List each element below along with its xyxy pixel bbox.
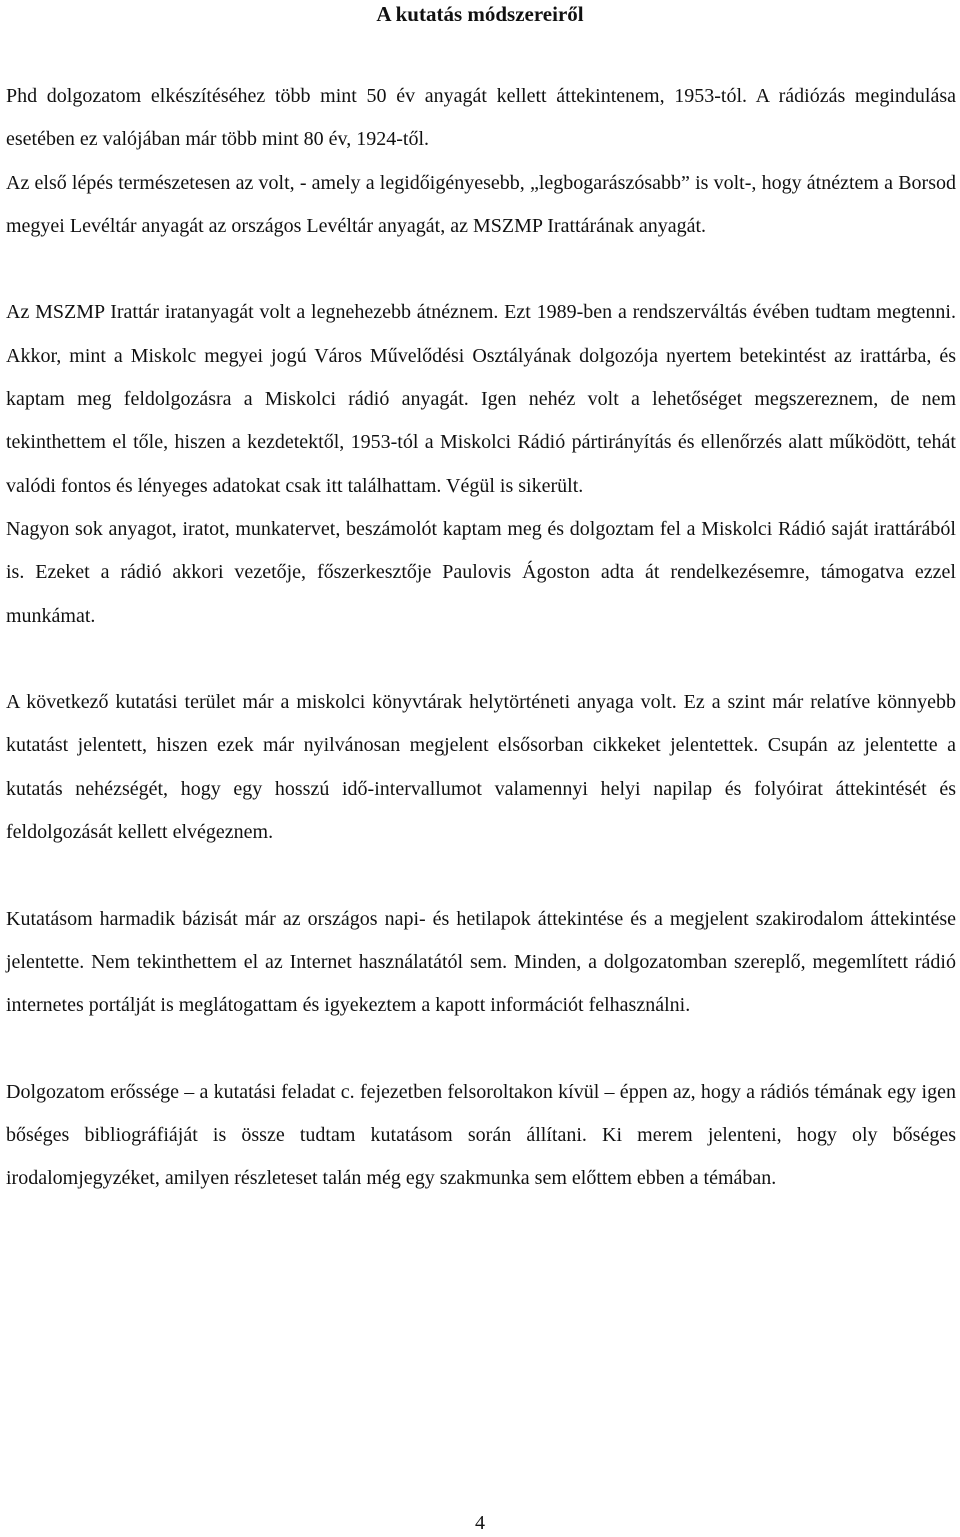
page-number: 4: [475, 1512, 485, 1534]
paragraph-first-step: Az első lépés természetesen az volt, - amely a legidőigényesebb, „legbogarászósabb” is volt-, hogy átnéztem a Borsod megyei Levéltár anyagát az országos Levéltár anyagát, az MSZMP Irattárának anyagát.: [6, 171, 956, 237]
document-body: [6, 75, 956, 1201]
paragraph-spacer: [6, 248, 956, 291]
paragraph-libraries: A következő kutatási terület már a miskolci könyvtárak helytörténeti anyaga volt. Ez a szint már relatíve könnyebb kutatást jelentett, hiszen ezek már nyilvánosan megjelent elsősorban cikkeket jelentettek. Csupán az jelentette a kutatás nehézségét, hogy egy hosszú idő-intervallumot valamennyi helyi napilap és folyóirat áttekintését és feldolgozását kellett elvégeznem.: [6, 691, 956, 844]
paragraph-strengths: Dolgozatom erőssége – a kutatási feladat c. fejezetben felsoroltakon kívül – éppen az, hogy a rádiós témának egy igen bőséges bibliográfiáját is össze tudtam kutatásom során állítani. Ki merem jelenteni, hogy oly bőséges irodalomjegyzéket, amilyen részleteset talán még egy szakmunka sem előttem ebben a témában.: [6, 1080, 956, 1190]
paragraph-spacer: [6, 1028, 956, 1071]
paragraph-national-press: Kutatásom harmadik bázisát már az országos napi- és hetilapok áttekintése és a megjelent szakirodalom áttekintése jelentette. Nem tekinthettem el az Internet használatától sem. Minden, a dolgozatomban szereplő, megemlített rádió internetes portálját is meglátogattam és igyekeztem a kapott információt felhasználni.: [6, 907, 956, 1017]
paragraph-mszmp-archive: Az MSZMP Irattár iratanyagát volt a legnehezebb átnéznem. Ezt 1989-ben a rendszerváltás évében tudtam megtenni. Akkor, mint a Miskolc megyei jogú Város Művelődési Osztályának dolgozója nyertem betekintést az irattárba, és kaptam meg feldolgozásra a Miskolci rádió anyagát. Igen nehéz volt a lehetőséget megszereznem, de nem tekinthettem el tőle, hiszen a kezdetektől, 1953-tól a Miskolci Rádió pártirányítás és ellenőrzés alatt működött, tehát valódi fontos és lényeges adatokat csak itt találhattam. Végül is sikerült.: [6, 301, 956, 497]
paragraph-intro: Phd dolgozatom elkészítéséhez több mint 50 év anyagát kellett áttekintenem, 1953-tól. A rádiózás megindulása esetében ez valójában már több mint 80 év, 1924-től.: [6, 85, 956, 151]
paragraph-radio-archive: Nagyon sok anyagot, iratot, munkatervet, beszámolót kaptam meg és dolgoztam fel a Miskolci Rádió saját irattárából is. Ezeket a rádió akkori vezetője, főszerkesztője Paulovis Ágoston adta át rendelkezésemre, támogatva ezzel munkámat.: [6, 517, 956, 627]
paragraph-spacer: [6, 638, 956, 681]
paragraph-spacer: [6, 854, 956, 897]
page-title: A kutatás módszereiről: [376, 2, 584, 26]
